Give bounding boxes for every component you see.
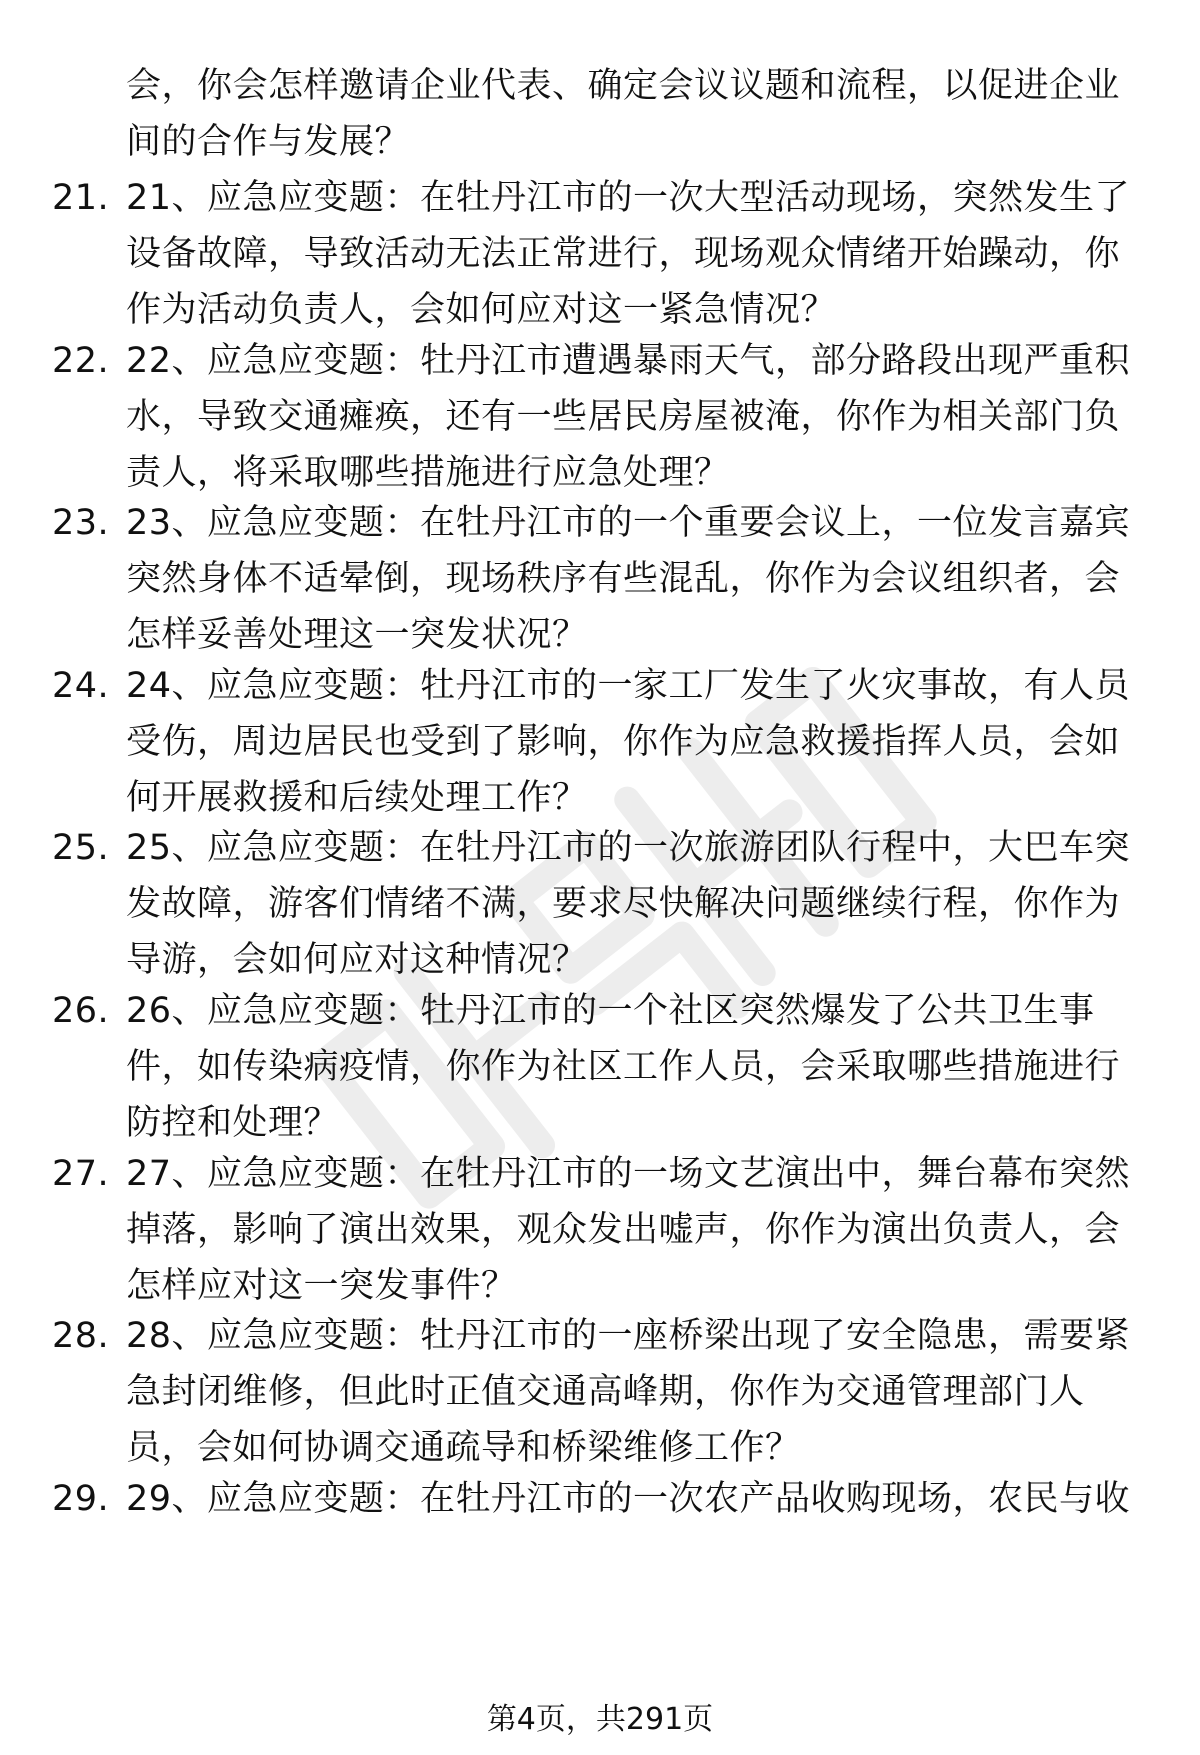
- item-text: 27、应急应变题：在牡丹江市的一场文艺演出中，舞台幕布突然掉落，影响了演出效果，观众发出嘘声，你作为演出负责人，会怎样应对这一突发事件？: [126, 1154, 1131, 1306]
- list-item: [52, 983, 1162, 1151]
- item-text: 23、应急应变题：在牡丹江市的一个重要会议上，一位发言嘉宾突然身体不适晕倒，现场秩序有些混乱，你作为会议组织者，会怎样妥善处理这一突发状况？: [126, 503, 1131, 655]
- list-item: [52, 170, 1162, 338]
- item-text: 22、应急应变题：牡丹江市遭遇暴雨天气，部分路段出现严重积水，导致交通瘫痪，还有一些居民房屋被淹，你作为相关部门负责人，将采取哪些措施进行应急处理？: [126, 341, 1131, 493]
- page-footer: 第4页，共291页: [486, 1702, 714, 1737]
- item-text: 21、应急应变题：在牡丹江市的一次大型活动现场，突然发生了设备故障，导致活动无法正常进行，现场观众情绪开始躁动，你作为活动负责人，会如何应对这一紧急情况？: [126, 178, 1131, 330]
- item-number: 21.: [52, 178, 110, 218]
- item-text: 26、应急应变题：牡丹江市的一个社区突然爆发了公共卫生事件，如传染病疫情，你作为社区工作人员，会采取哪些措施进行防控和处理？: [126, 991, 1121, 1143]
- item-number: 25.: [52, 828, 110, 868]
- list-item: [52, 333, 1162, 501]
- item-number: 22.: [52, 341, 110, 381]
- list-item: [52, 658, 1162, 826]
- item-number: 24.: [52, 666, 110, 706]
- item-number: 26.: [52, 991, 110, 1031]
- item-number: 28.: [52, 1316, 110, 1356]
- item-text: 24、应急应变题：牡丹江市的一家工厂发生了火灾事故，有人员受伤，周边居民也受到了影响，你作为应急救援指挥人员，会如何开展救援和后续处理工作？: [126, 666, 1131, 818]
- list-item: [52, 820, 1162, 988]
- item-number: 27.: [52, 1154, 110, 1194]
- continued-paragraph: 会，你会怎样邀请企业代表、确定会议议题和流程，以促进企业间的合作与发展？: [126, 66, 1121, 162]
- list-item: [52, 1471, 1162, 1527]
- item-text: 25、应急应变题：在牡丹江市的一次旅游团队行程中，大巴车突发故障，游客们情绪不满，要求尽快解决问题继续行程，你作为导游，会如何应对这种情况？: [126, 828, 1131, 980]
- list-item: [52, 495, 1162, 663]
- item-number: 29.: [52, 1479, 110, 1519]
- item-text: 29、应急应变题：在牡丹江市的一次农产品收购现场，农民与收: [126, 1479, 1131, 1519]
- item-number: 23.: [52, 503, 110, 543]
- list-item: [52, 1308, 1162, 1476]
- list-item: [52, 1146, 1162, 1314]
- item-text: 28、应急应变题：牡丹江市的一座桥梁出现了安全隐患，需要紧急封闭维修，但此时正值交通高峰期，你作为交通管理部门人员，会如何协调交通疏导和桥梁维修工作？: [126, 1316, 1131, 1468]
